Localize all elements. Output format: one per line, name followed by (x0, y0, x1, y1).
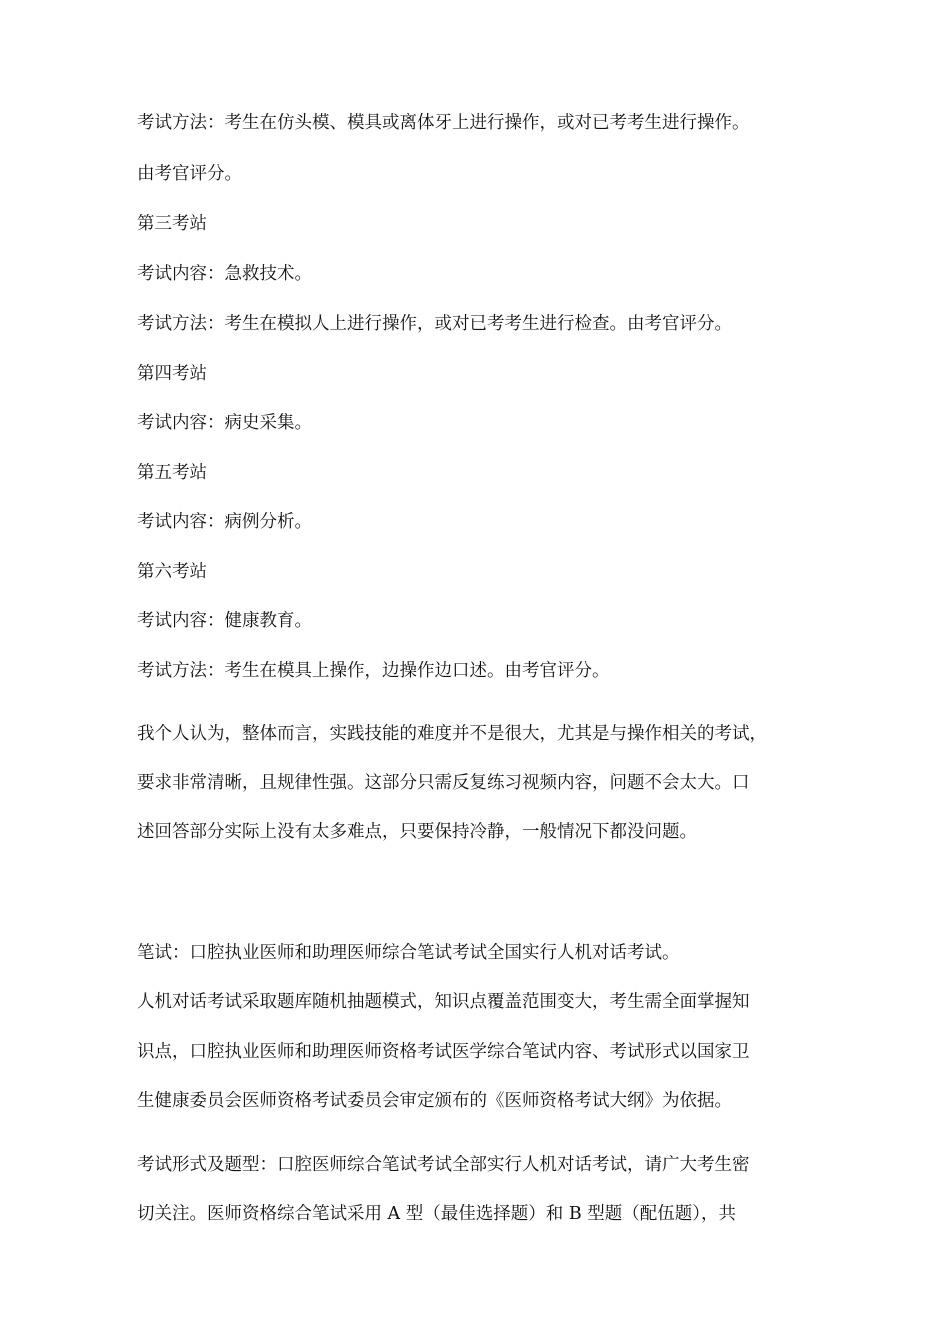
station6-content: 考试内容：健康教育。 (137, 611, 312, 631)
station2-method: 考试方法：考生在仿头模、模具或离体牙上进行操作，或对已考考生进行操作。 (137, 113, 750, 133)
written-line: 识点，口腔执业医师和助理医师资格考试医学综合笔试内容、考试形式以国家卫 (137, 1042, 750, 1062)
written-intro: 笔试：口腔执业医师和助理医师综合笔试考试全国实行人机对话考试。 (137, 943, 680, 963)
station3-method: 考试方法：考生在模拟人上进行操作，或对已考考生进行检查。由考官评分。 (137, 314, 732, 334)
written-line: 人机对话考试采取题库随机抽题模式，知识点覆盖范围变大，考生需全面掌握知 (137, 992, 750, 1012)
station6-method: 考试方法：考生在模具上操作，边操作边口述。由考官评分。 (137, 661, 610, 681)
station4-content: 考试内容：病史采集。 (137, 413, 312, 433)
opinion-line: 要求非常清晰，且规律性强。这部分只需反复练习视频内容，问题不会太大。口 (137, 773, 750, 793)
written-line: 生健康委员会医师资格考试委员会审定颁布的《医师资格考试大纲》为依据。 (137, 1091, 732, 1111)
written-line: 切关注。医师资格综合笔试采用 A 型（最佳选择题）和 B 型题（配伍题），共 (137, 1204, 736, 1224)
station3-title: 第三考站 (137, 214, 207, 234)
written-line: 考试形式及题型：口腔医师综合笔试考试全部实行人机对话考试，请广大考生密 (137, 1155, 750, 1175)
station3-content: 考试内容：急救技术。 (137, 264, 312, 284)
opinion-line: 我个人认为，整体而言，实践技能的难度并不是很大，尤其是与操作相关的考试， (137, 724, 767, 744)
station5-title: 第五考站 (137, 463, 207, 483)
station4-title: 第四考站 (137, 364, 207, 384)
opinion-line: 述回答部分实际上没有太多难点，只要保持冷静，一般情况下都没问题。 (137, 822, 697, 842)
station2-method-cont: 由考官评分。 (137, 164, 242, 184)
station6-title: 第六考站 (137, 562, 207, 582)
station5-content: 考试内容：病例分析。 (137, 512, 312, 532)
